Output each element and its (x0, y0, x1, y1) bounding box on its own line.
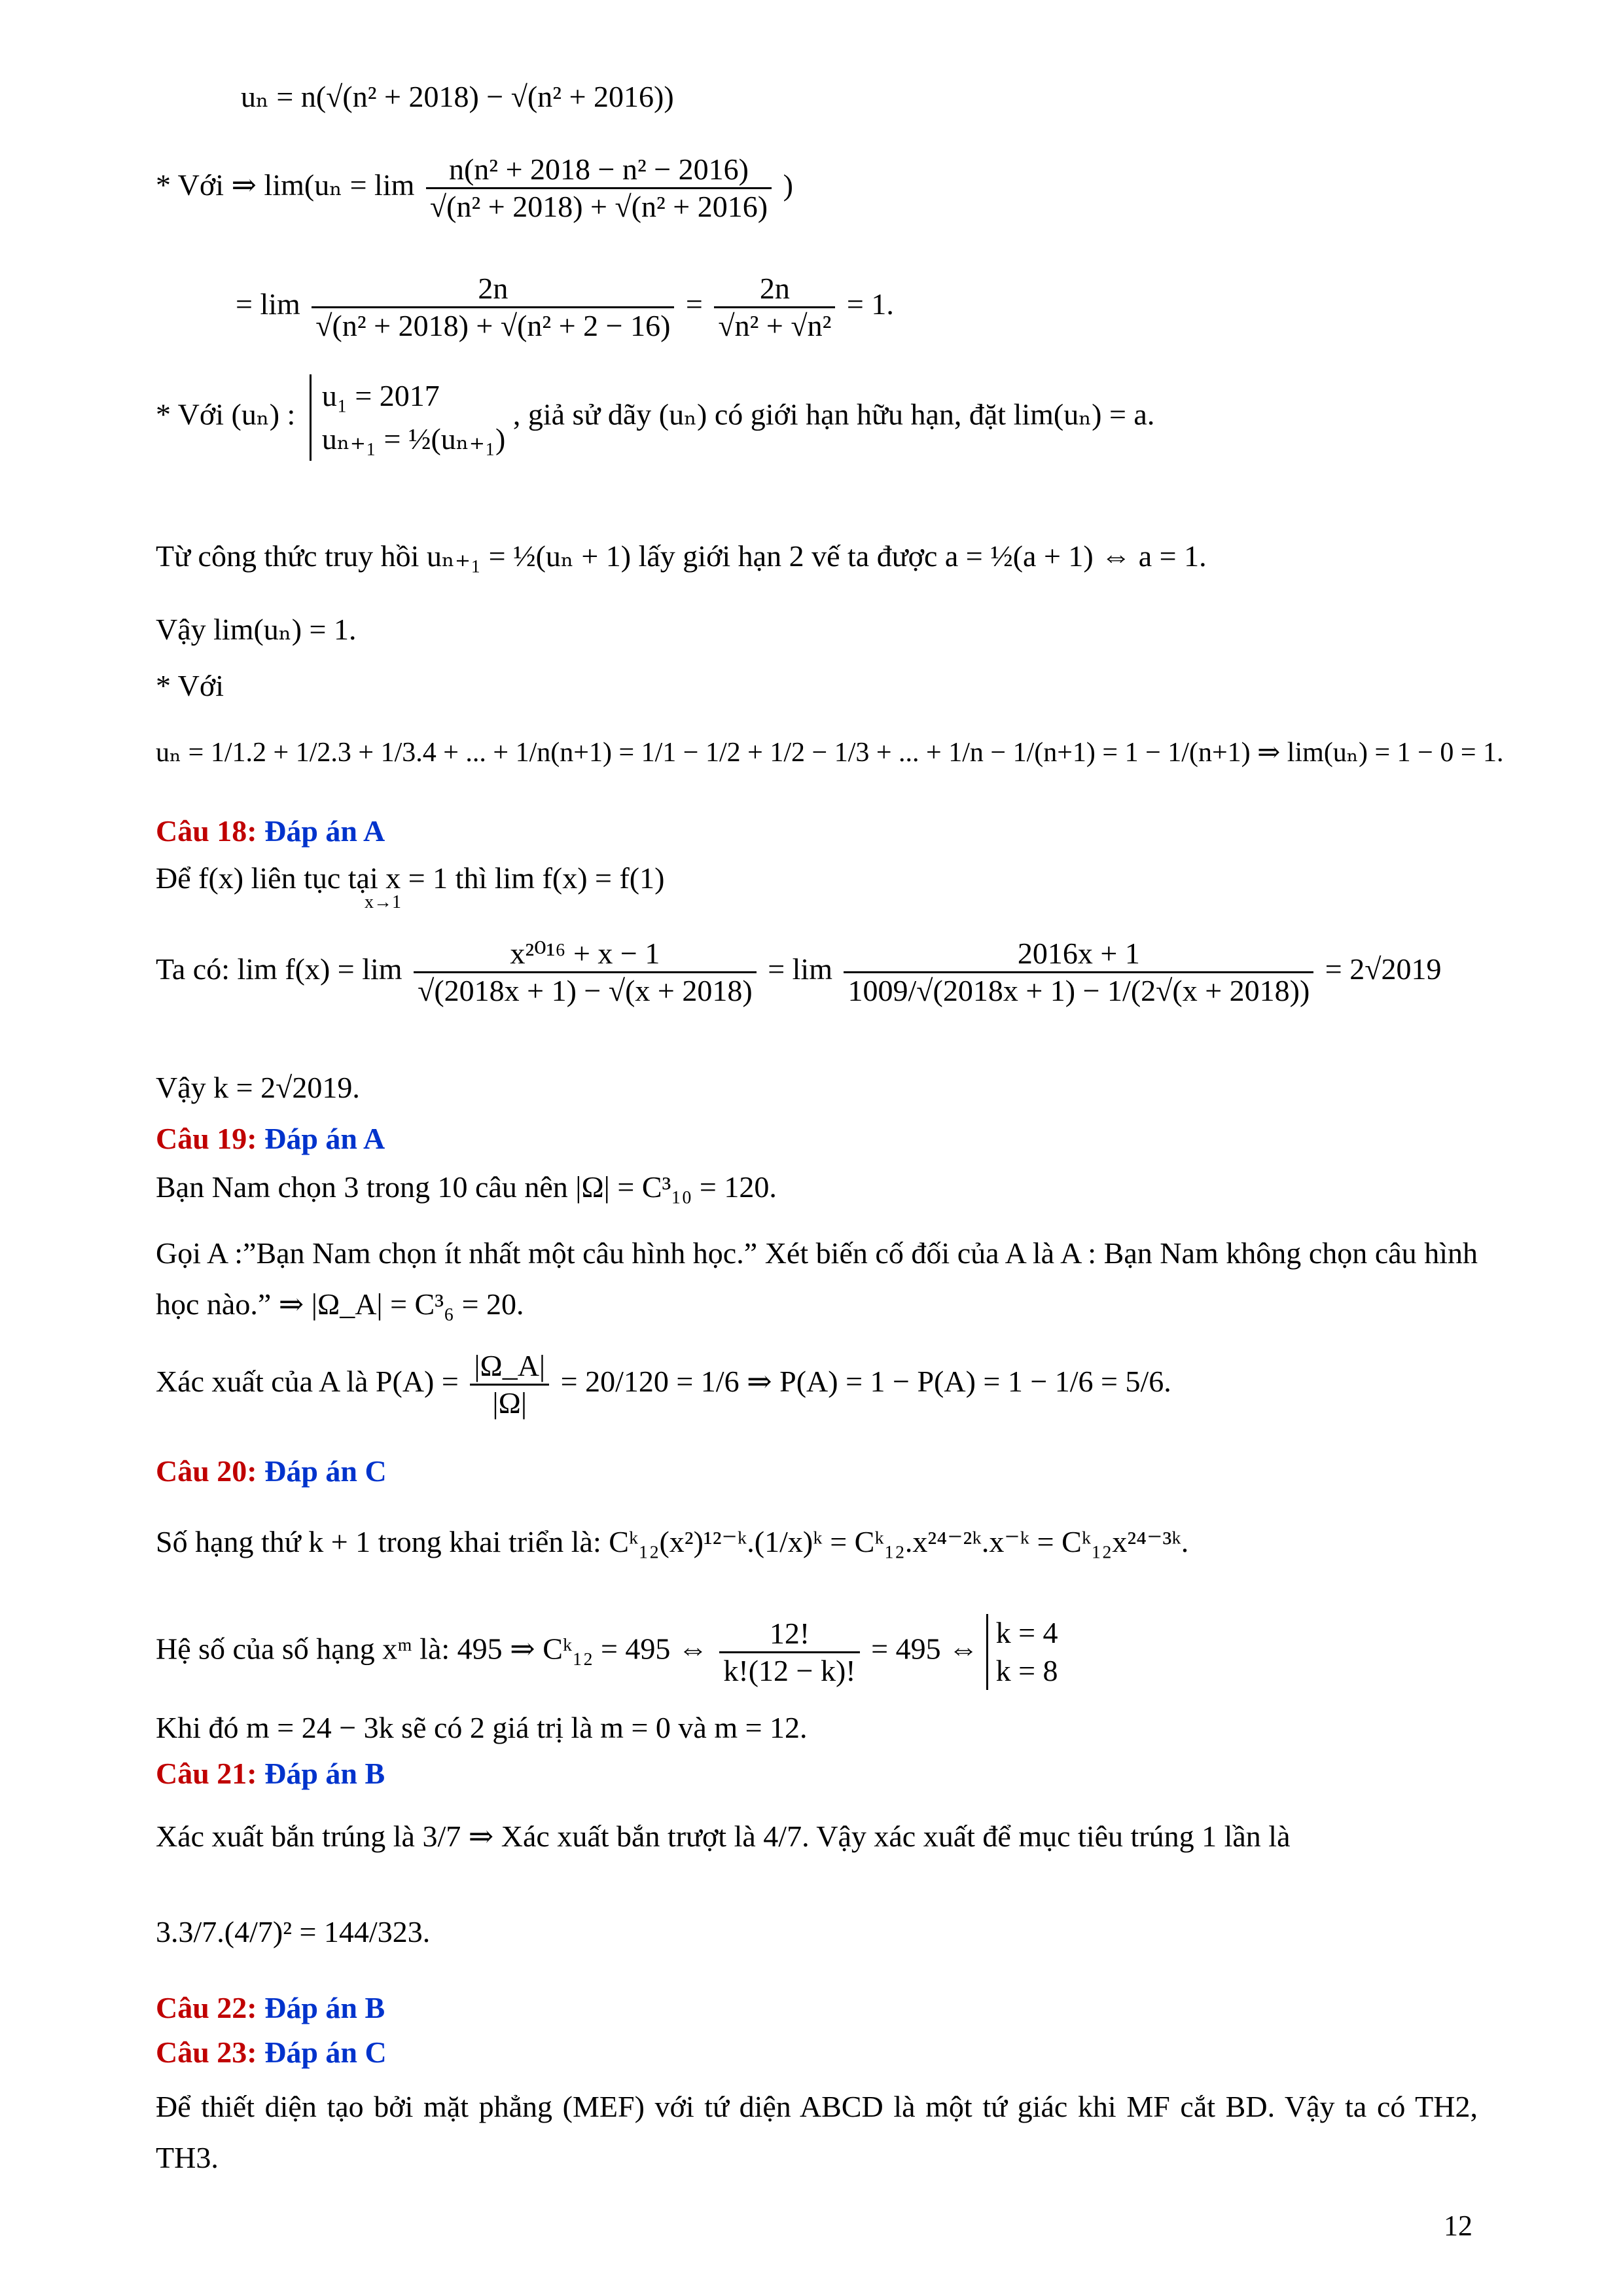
q18-limit-mid: = lim (768, 952, 832, 986)
q20-solution-1: k = 4 (995, 1616, 1058, 1649)
q21-hit-probability: Xác xuất bắn trúng là 3/7 ⇒ Xác xuất bắn trượt là 4/7. Vậy xác xuất để mục tiêu trúng 1 lần là (156, 1820, 1291, 1853)
question-23-heading (156, 2033, 1478, 2072)
q18-denominator-1: √(2018x + 1) − √(x + 2018) (418, 974, 753, 1007)
q19-probability-denominator: |Ω| (492, 1386, 527, 1420)
recurrence-system (310, 374, 506, 461)
q21-result: 3.3/7.(4/7)² = 144/323. (156, 1915, 431, 1948)
limit-1-denominator: √(n² + 2018) + √(n² + 2016) (429, 190, 768, 223)
question-23-answer: Đáp án C (264, 2036, 387, 2069)
line-recurrence (156, 374, 1478, 461)
q20-binomial-denominator: k!(12 − k)! (723, 1653, 856, 1687)
q18-numerator-1: x²⁰¹⁶ + x − 1 (414, 936, 757, 973)
question-22-label: Câu 22: (156, 1991, 257, 2024)
q18-limit-result: = 2√2019 (1325, 952, 1442, 986)
limit-1-numerator: n(n² + 2018 − n² − 2016) (426, 152, 772, 189)
q18-continuity-text: Để f(x) liên tục tại x = 1 thì lim f(x) = f(1) (156, 861, 665, 895)
question-19-heading (156, 1119, 1478, 1158)
line-limit-2 (236, 271, 1558, 344)
q18-limit-computation (156, 936, 1478, 1009)
question-20-answer: Đáp án C (264, 1454, 387, 1488)
recurrence-prefix: * Với (uₙ) : (156, 397, 296, 431)
q19-probability-fraction (470, 1348, 549, 1421)
limit-2-denominator-1: √(n² + 2018) + √(n² + 2 − 16) (315, 309, 671, 342)
question-18-label: Câu 18: (156, 814, 257, 848)
question-21-label: Câu 21: (156, 1757, 257, 1790)
question-22-heading (156, 1988, 1478, 2028)
question-18-heading (156, 812, 1478, 851)
line-limit-1 (156, 152, 1478, 224)
line-telescoping-sum: uₙ = 1/1.2 + 1/2.3 + 1/3.4 + ... + 1/n(n+1) = 1/1 − 1/2 + 1/2 − 1/3 + ... + 1/n − 1/(n+1) = 1 − 1/(n+1) ⇒ lim(uₙ) = 1 − 0 = 1. (156, 738, 1504, 768)
q19-probability-result: = 20/120 = 1/6 ⇒ P(A) = 1 − P(A) = 1 − 1/6 = 5/6. (560, 1365, 1171, 1399)
q20-coefficient-prefix: Hệ số của số hạng xᵐ là: 495 ⇒ Cᵏ₁₂ = 495 ⇔ (156, 1632, 708, 1666)
limit-2-fraction-2 (714, 271, 835, 344)
line-recurrence-limit: Từ công thức truy hồi uₙ₊₁ = ½(uₙ + 1) lấy giới hạn 2 vế ta được a = ½(a + 1) ⇔ a = 1. (156, 539, 1207, 573)
question-23-label: Câu 23: (156, 2036, 257, 2069)
question-20-label: Câu 20: (156, 1454, 257, 1488)
q20-coefficient (156, 1614, 1478, 1690)
line-with: * Với (156, 669, 224, 702)
q19-event-definition: Gọi A :”Bạn Nam chọn ít nhất một câu hình học.” Xét biến cố đối của A là A : Bạn Nam không chọn câu hình học nào.” ⇒ |Ω_A| = C³₆ = 20. (156, 1236, 1478, 1321)
limit-1-fraction (426, 152, 772, 224)
limit-1-close: ) (783, 168, 793, 202)
limit-2-denominator-2: √n² + √n² (718, 309, 832, 342)
q20-solution-2: k = 8 (995, 1654, 1058, 1687)
q18-continuity-condition (156, 859, 1478, 912)
q18-limit-subscript: x→1 (364, 892, 401, 912)
q20-conclusion: Khi đó m = 24 − 3k sẽ có 2 giá trị là m = 0 và m = 12. (156, 1711, 808, 1744)
q18-limit-prefix: Ta có: lim f(x) = lim (156, 952, 402, 986)
limit-1-prefix: * Với ⇒ lim(uₙ = lim (156, 168, 415, 202)
limit-2-equals: = (685, 287, 703, 321)
q18-fraction-1 (414, 936, 757, 1009)
q20-general-term: Số hạng thứ k + 1 trong khai triển là: Cᵏ₁₂(x²)¹²⁻ᵏ.(1/x)ᵏ = Cᵏ₁₂.x²⁴⁻²ᵏ.x⁻ᵏ = Cᵏ₁₂x²⁴⁻³ᵏ. (156, 1525, 1189, 1558)
q20-coefficient-equals: = 495 ⇔ (871, 1632, 979, 1666)
line-conclusion-1: Vậy lim(uₙ) = 1. (156, 613, 357, 646)
question-19-answer: Đáp án A (264, 1122, 385, 1155)
line-un-definition: uₙ = n(√(n² + 2018) − √(n² + 2016)) (241, 80, 674, 113)
limit-2-prefix: = lim (236, 287, 300, 321)
q18-numerator-2: 2016x + 1 (844, 936, 1313, 973)
recurrence-text: , giả sử dãy (uₙ) có giới hạn hữu hạn, đặt lim(uₙ) = a. (512, 397, 1155, 431)
q20-binomial-fraction (719, 1616, 859, 1689)
q20-binomial-numerator: 12! (719, 1616, 859, 1653)
recurrence-eq-2: uₙ₊₁ = ½(uₙ₊₁) (321, 422, 506, 456)
limit-2-result: = 1. (846, 287, 894, 321)
q23-explanation: Để thiết diện tạo bởi mặt phẳng (MEF) với tứ diện ABCD là một tứ giác khi MF cắt BD. Vậy ta có TH2, TH3. (156, 2090, 1478, 2174)
limit-2-fraction-1 (312, 271, 674, 344)
q19-probability-numerator: |Ω_A| (470, 1348, 549, 1386)
question-22-answer: Đáp án B (264, 1991, 385, 2024)
limit-2-numerator-2: 2n (714, 271, 835, 308)
q20-solutions (986, 1614, 1058, 1690)
page-number: 12 (1444, 2210, 1472, 2242)
q19-probability (156, 1348, 1478, 1421)
q18-fraction-2 (844, 936, 1313, 1009)
q18-denominator-2: 1009/√(2018x + 1) − 1/(2√(x + 2018)) (847, 974, 1310, 1007)
question-20-heading (156, 1452, 1478, 1491)
q19-sample-space: Bạn Nam chọn 3 trong 10 câu nên |Ω| = C³₁₀ = 120. (156, 1170, 777, 1204)
q19-probability-prefix: Xác xuất của A là P(A) = (156, 1365, 459, 1399)
limit-2-numerator-1: 2n (312, 271, 674, 308)
question-18-answer: Đáp án A (264, 814, 385, 848)
q18-conclusion: Vậy k = 2√2019. (156, 1071, 360, 1104)
question-21-answer: Đáp án B (264, 1757, 385, 1790)
question-19-label: Câu 19: (156, 1122, 257, 1155)
question-21-heading (156, 1754, 1478, 1793)
recurrence-eq-1: u₁ = 2017 (321, 379, 440, 412)
